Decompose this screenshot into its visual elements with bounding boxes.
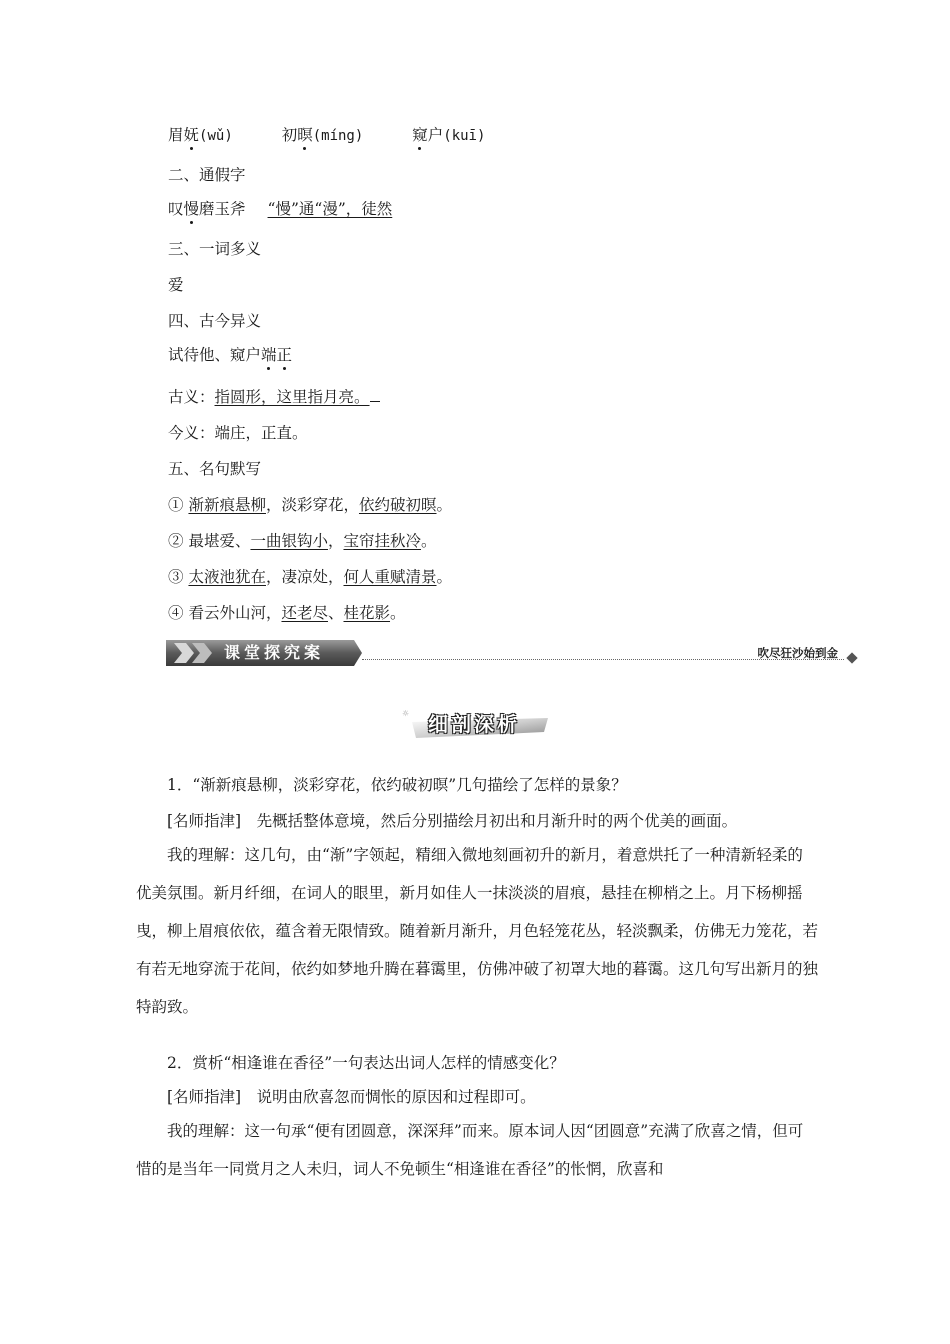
word-kuihu: 窥户(kuī) (412, 126, 486, 144)
section-banner (166, 640, 856, 666)
recite-line-2: ② 最堪爱、一曲银钩小，宝帘挂秋冷。 (168, 532, 437, 550)
pronunciation-line (168, 124, 485, 147)
recite-line-4: ④ 看云外山河，还老尽、桂花影。 (168, 604, 406, 622)
word-chuming: 初暝(míng) (281, 126, 364, 144)
heading-gujinyiyi: 四、古今异义 (168, 312, 262, 330)
recite-line-1: ① 渐新痕悬柳，淡彩穿花，依约破初暝。 (168, 496, 453, 514)
svg-text:☼: ☼ (402, 709, 410, 718)
word-meiwu: 眉妩(wǔ) (168, 126, 233, 144)
recite-line-3: ③ 太液池犹在，凄凉处，何人重赋清景。 (168, 568, 453, 586)
q2-question: 2．赏析“相逢谁在香径”一句表达出词人怎样的情感变化？ (167, 1054, 565, 1072)
diamond-icon (846, 652, 857, 663)
banner-motto: 吹尽狂沙始到金 (757, 646, 838, 660)
gujinyiyi-item: 试待他、窥户端正 (168, 346, 293, 364)
yiciduoyi-item: 爱 (168, 276, 184, 294)
section-title: 细剖深析 (428, 712, 520, 736)
heading-tongjiazi: 二、通假字 (168, 166, 246, 184)
tongjiazi-item: 叹慢磨玉斧 “慢”通“漫”，徒然 (168, 200, 393, 218)
banner-title: 课堂探究案 (224, 643, 325, 662)
q2-guide: [名师指津] 说明由欣喜忽而惆怅的原因和过程即可。 (167, 1088, 536, 1106)
heading-mingjumoxie: 五、名句默写 (168, 460, 262, 478)
q1-question: 1．“渐新痕悬柳，淡彩穿花，依约破初暝”几句描绘了怎样的景象？ (167, 776, 627, 794)
jin-meaning: 今义：端庄，正直。 (168, 424, 308, 442)
q1-guide: [名师指津] 先概括整体意境，然后分别描绘月初出和月渐升时的两个优美的画面。 (167, 812, 738, 830)
heading-yiciduoyi: 三、一词多义 (168, 240, 262, 258)
q2-answer: 我的理解：这一句承“便有团圆意，深深拜”而来。原本词人因“团圆意”充满了欣喜之情，但可惜的是当年一同赏月之人未归，词人不免顿生“相逢谁在香径”的怅惘，欣喜和 (136, 1122, 804, 1178)
gu-meaning: 古义：指圆形，这里指月亮。 (168, 386, 380, 408)
q1-answer: 我的理解：这几句，由“渐”字领起，精细入微地刻画初升的新月，着意烘托了一种清新轻柔的优美氛围。新月纤细，在词人的眼里，新月如佳人一抹淡淡的眉痕，悬挂在柳梢之上。月下杨柳摇曳，柳上眉痕依依，蕴含着无限情致。随着新月渐升，月色轻笼花丛，轻淡飘柔，仿佛无力笼花，若有若无地穿流于花间，依约如梦地升腾在暮霭里，仿佛冲破了初罩大地的暮霭。这几句写出新月的独特韵致。 (136, 846, 819, 1016)
section-heading (398, 700, 558, 744)
tongjiazi-note: “慢”通“漫”，徒然 (267, 200, 393, 218)
